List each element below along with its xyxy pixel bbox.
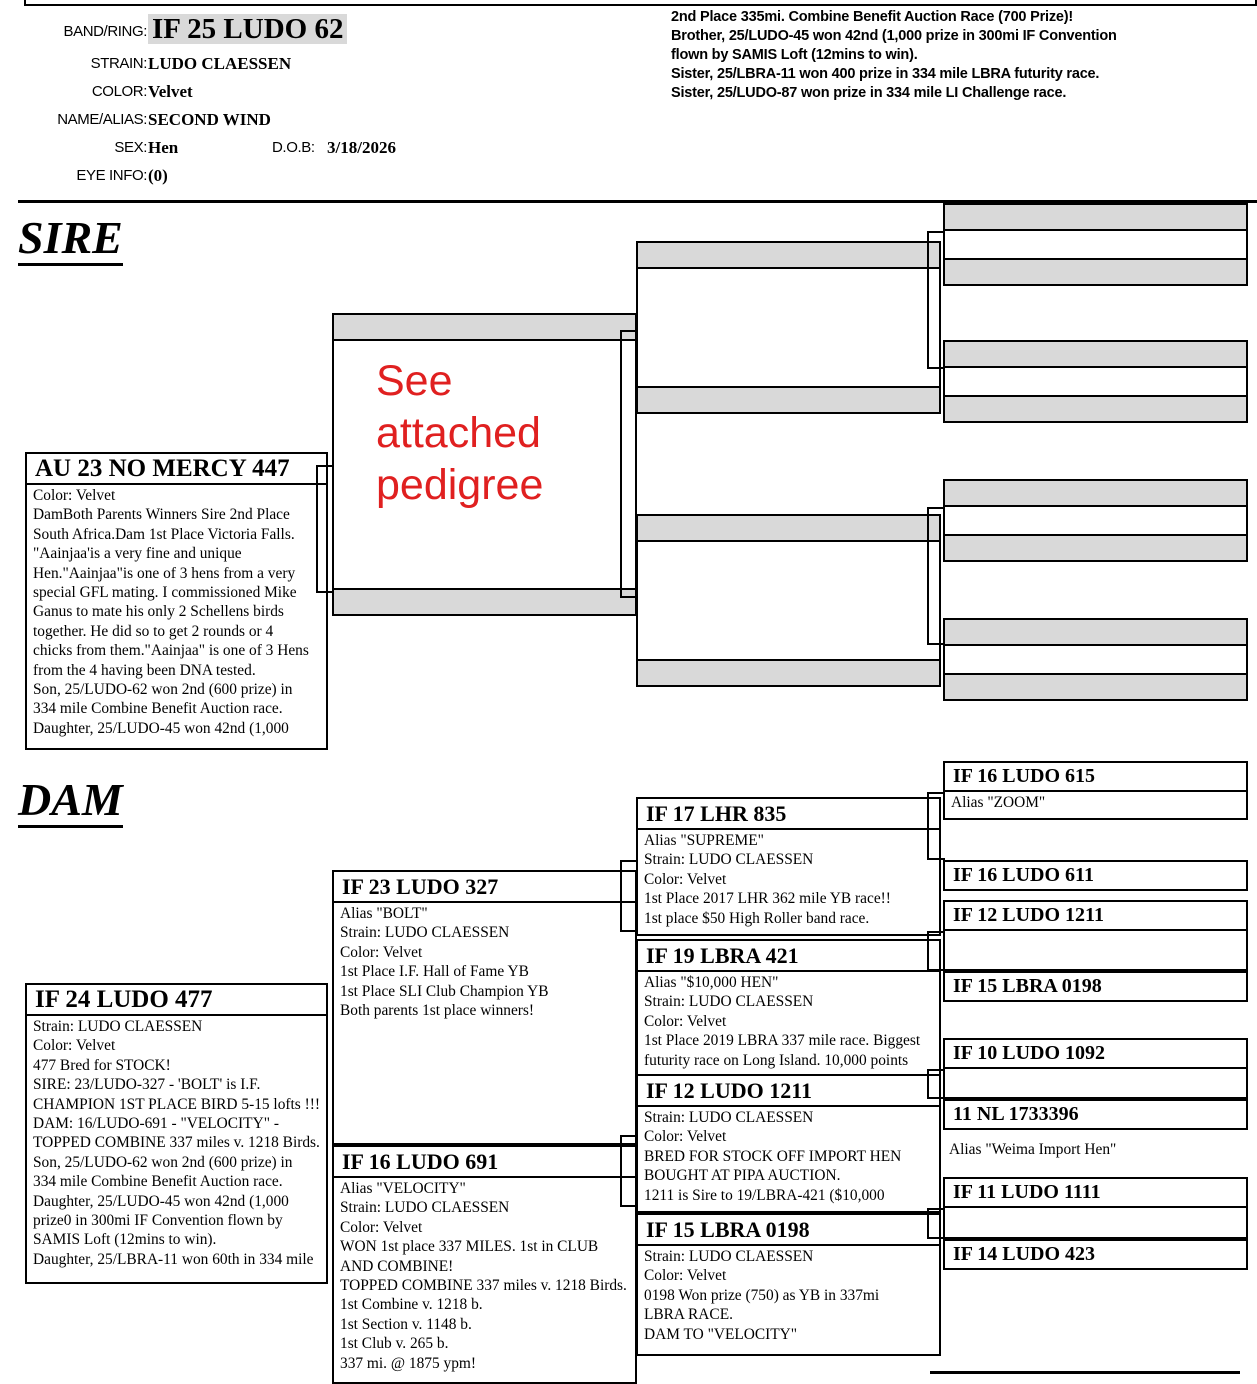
sire-detail-line: DamBoth Parents Winners Sire 2nd Place (33, 506, 290, 524)
sire-g4-detail-1 (943, 231, 1248, 260)
dam-gg-7-detail-box (943, 1208, 1248, 1239)
sire-g4-detail-3 (943, 507, 1248, 536)
dam-gg-4-name-bar (943, 971, 1248, 1002)
sire-g4-box-1 (943, 203, 1248, 231)
note-line: flown by SAMIS Loft (12mins to win). (671, 47, 918, 63)
dam-gg-7-name-bar (943, 1177, 1248, 1208)
sire-g4-detail-4 (943, 646, 1248, 675)
dam-granddam-detail-box (332, 1178, 637, 1384)
dam-gg-5-name-bar (943, 1038, 1248, 1069)
detail-line: 1st Combine v. 1218 b. (340, 1296, 483, 1314)
note-line: Sister, 25/LUDO-87 won prize in 334 mile LI Challenge race. (671, 85, 1067, 101)
dam-name-bar (25, 983, 328, 1016)
detail-line: Strain: LUDO CLAESSEN (644, 993, 814, 1011)
performance-notes (671, 8, 1231, 103)
detail-line: Alias "$10,000 HEN" (644, 974, 779, 991)
sex-value: Hen (148, 138, 179, 157)
dam-detail-line: Son, 25/LUDO-62 won 2nd (600 prize) in (33, 1153, 293, 1171)
note-line: Brother, 25/LUDO-45 won 42nd (1,000 prize in 300mi IF Convention (671, 28, 1117, 44)
sire-connector-1 (620, 330, 638, 598)
footer-rule (930, 1371, 1240, 1374)
sire-g4-detail-2 (943, 368, 1248, 397)
sire-detail-line: Daughter, 25/LUDO-45 won 42nd (1,000 (33, 719, 289, 737)
dam-great-4-name-bar (636, 1213, 941, 1246)
detail-line: 0198 Won prize (750) as YB in 337mi (644, 1286, 880, 1304)
eyeinfo-value: (0) (148, 166, 168, 185)
dam-detail-line: prize0 in 300mi IF Convention flown by (33, 1212, 283, 1230)
dam-gg-1-name-bar (943, 761, 1248, 792)
dam-detail-line: TOPPED COMBINE 337 miles v. 1218 Birds. (33, 1134, 320, 1152)
sire-g4-box-5 (943, 479, 1248, 507)
dam-detail-line: 477 Bred for STOCK! (33, 1056, 171, 1074)
detail-line: Strain: LUDO CLAESSEN (644, 851, 814, 869)
see-attached-pedigree-note: See attached pedigree (376, 357, 544, 509)
note-line: Sister, 25/LBRA-11 won 400 prize in 334 mile LBRA futurity race. (671, 66, 1100, 82)
sire-section-label: SIRE (18, 213, 123, 266)
dam-gg-6-name: 11 NL 1733396 (953, 1103, 1079, 1125)
sire-detail-line: special GFL mating. I commissioned Mike (33, 584, 297, 602)
sire-granddam-namebar (332, 588, 637, 616)
detail-line: Alias "SUPREME" (644, 832, 764, 849)
dam-detail-line: SIRE: 23/LUDO-327 - 'BOLT' is I.F. (33, 1076, 261, 1094)
dam-detail-line: Strain: LUDO CLAESSEN (33, 1018, 203, 1035)
sire-g4-box-7 (943, 618, 1248, 646)
detail-line: 1211 is Sire to 19/LBRA-421 ($10,000 (644, 1186, 885, 1204)
dam-connector-5 (927, 1069, 945, 1099)
detail-line: Strain: LUDO CLAESSEN (340, 1199, 510, 1217)
dam-great-4-detail-box (636, 1246, 941, 1356)
sire-name: AU 23 NO MERCY 447 (35, 454, 290, 482)
dam-connector-3 (927, 792, 945, 860)
dam-gg-3-name-bar (943, 900, 1248, 931)
dam-detail-box (25, 1016, 328, 1284)
sire-detail-line: South Africa.Dam 1st Place Victoria Falls. (33, 525, 295, 543)
dam-grandsire-detail-box (332, 903, 637, 1145)
dam-gg-7-name: IF 11 LUDO 1111 (953, 1181, 1101, 1203)
dam-granddam-name-bar (332, 1145, 637, 1178)
sire-detail-line: together. He did so to get 2 rounds or 4 (33, 622, 274, 640)
dam-great-2-detail-box (636, 972, 941, 1078)
dam-gg-4-name: IF 15 LBRA 0198 (953, 975, 1102, 997)
sire-name-bar (25, 452, 328, 485)
detail-line: Color: Velvet (340, 1218, 423, 1236)
detail-line: Color: Velvet (644, 1128, 727, 1146)
sire-detail-line: 334 mile Combine Benefit Auction race. (33, 700, 283, 718)
dam-section-label: DAM (18, 775, 123, 828)
namealias-value: SECOND WIND (148, 110, 271, 129)
dam-detail-line: Color: Velvet (33, 1037, 116, 1055)
sire-g3-box-1 (636, 241, 941, 269)
strain-value: LUDO CLAESSEN (148, 54, 292, 73)
dam-great-1-name-bar (636, 797, 941, 830)
dam-granddam-name: IF 16 LUDO 691 (342, 1148, 499, 1174)
detail-line: BRED FOR STOCK OFF IMPORT HEN (644, 1147, 902, 1165)
sire-g4-box-3 (943, 340, 1248, 368)
detail-line: AND COMBINE! (340, 1257, 454, 1275)
detail-line: Color: Velvet (644, 1012, 727, 1030)
detail-line: Strain: LUDO CLAESSEN (340, 924, 510, 942)
dam-gg-1-name: IF 16 LUDO 615 (953, 765, 1096, 787)
sire-detail-line: from the 4 having been DNA tested. (33, 661, 256, 679)
sire-detail-line: Hen."Aainjaa"is one of 3 hens from a very (33, 564, 296, 582)
detail-line: TOPPED COMBINE 337 miles v. 1218 Birds. (340, 1277, 627, 1295)
bandring-label: BAND/RING: (63, 23, 147, 40)
detail-line: 1st Club v. 265 b. (340, 1335, 449, 1353)
dam-connector-6 (927, 1208, 945, 1239)
dam-detail-line: Daughter, 25/LBRA-11 won 60th in 334 mile (33, 1250, 314, 1268)
detail-line: Alias "VELOCITY" (340, 1180, 466, 1197)
detail-line: 337 mi. @ 1875 ypm! (340, 1354, 477, 1372)
detail-line: 1st Place 2019 LBRA 337 mile race. Biggest (644, 1032, 921, 1050)
dam-great-2-name: IF 19 LBRA 421 (646, 942, 799, 968)
strain-label: STRAIN: (90, 55, 147, 72)
sire-g3-box-2 (636, 386, 941, 414)
dam-gg-2-name-bar (943, 860, 1248, 891)
sire-g4-box-4 (943, 395, 1248, 423)
dam-gg-3-detail-box (943, 931, 1248, 971)
bandring-value: IF 25 LUDO 62 (148, 14, 347, 44)
dam-great-4-name: IF 15 LBRA 0198 (646, 1216, 810, 1242)
sire-detail-line: "Aainjaa'is a very fine and unique (33, 545, 242, 563)
detail-line: 1st place $50 High Roller band race. (644, 909, 870, 927)
bird-header (0, 6, 650, 186)
detail-line: futurity race on Long Island. 10,000 points (644, 1051, 909, 1069)
detail-line: 1st Section v. 1148 b. (340, 1315, 472, 1333)
sex-label: SEX: (114, 139, 147, 156)
dam-gg-3-name: IF 12 LUDO 1211 (953, 904, 1104, 926)
sire-connector-3 (927, 507, 945, 645)
dam-detail-line: DAM: 16/LUDO-691 - "VELOCITY" - (33, 1115, 279, 1133)
sire-detail-line: chicks from them."Aainjaa" is one of 3 Hens (33, 642, 309, 660)
sire-connector-0 (316, 465, 334, 593)
detail-line: LBRA RACE. (644, 1306, 733, 1324)
dob-value: 3/18/2026 (327, 138, 396, 157)
dam-detail-line: SAMIS Loft (12mins to win). (33, 1231, 217, 1249)
detail-line: Both parents 1st place winners! (340, 1002, 535, 1020)
detail-line: Color: Velvet (340, 943, 423, 961)
detail-line: 1st Place SLI Club Champion YB (340, 982, 549, 1000)
dam-grandsire-name: IF 23 LUDO 327 (342, 873, 499, 899)
detail-line: Strain: LUDO CLAESSEN (644, 1248, 814, 1265)
dam-connector-2 (620, 1135, 638, 1207)
dam-gg-8-name-bar (943, 1239, 1248, 1270)
sire-g4-box-2 (943, 258, 1248, 286)
dam-connector-1 (620, 860, 638, 932)
detail-line: Color: Velvet (644, 870, 727, 888)
detail-line: Color: Velvet (644, 1267, 727, 1285)
dam-connector-4 (927, 931, 945, 971)
detail-line: BOUGHT AT PIPA AUCTION. (644, 1167, 841, 1185)
dam-great-1-detail-box (636, 830, 941, 936)
dam-gg-8-name: IF 14 LUDO 423 (953, 1243, 1096, 1265)
detail-line: Strain: LUDO CLAESSEN (644, 1109, 814, 1126)
sire-g4-box-8 (943, 673, 1248, 701)
color-label: COLOR: (91, 83, 147, 100)
sire-detail-line: Color: Velvet (33, 487, 116, 504)
dam-gg-5-detail-box (943, 1069, 1248, 1099)
dam-name: IF 24 LUDO 477 (35, 985, 213, 1013)
sire-grandsire-namebar (332, 313, 637, 341)
sire-g3-detail-1 (636, 269, 941, 388)
namealias-label: NAME/ALIAS: (57, 111, 147, 128)
dam-great-3-name: IF 12 LUDO 1211 (646, 1077, 813, 1103)
dam-detail-line: 334 mile Combine Benefit Auction race. (33, 1173, 283, 1191)
sire-g3-box-4 (636, 659, 941, 687)
detail-line: Alias "BOLT" (340, 905, 428, 922)
sire-g3-detail-2 (636, 542, 941, 661)
dam-detail-line: Daughter, 25/LUDO-45 won 42nd (1,000 (33, 1192, 289, 1210)
sire-g3-box-3 (636, 514, 941, 542)
color-value: Velvet (148, 82, 193, 101)
sire-detail-line: Son, 25/LUDO-62 won 2nd (600 prize) in (33, 681, 293, 699)
dam-gg-1-detail-box (943, 792, 1248, 820)
dam-gg-2-name: IF 16 LUDO 611 (953, 864, 1094, 886)
sire-detail-box (25, 485, 328, 750)
dam-gg-5-name: IF 10 LUDO 1092 (953, 1042, 1106, 1064)
detail-line: 1st Place I.F. Hall of Fame YB (340, 963, 529, 981)
dam-great-2-name-bar (636, 939, 941, 972)
dam-gg-6-alias: Alias "Weima Import Hen" (949, 1141, 1117, 1158)
sire-connector-2 (927, 231, 945, 369)
detail-line: Alias "ZOOM" (951, 794, 1046, 811)
sire-g4-box-6 (943, 534, 1248, 562)
dob-label: D.O.B: (272, 139, 315, 156)
dam-gg-6-name-bar (943, 1099, 1248, 1130)
dam-detail-line: CHAMPION 1ST PLACE BIRD 5-15 lofts !!! (33, 1095, 321, 1113)
note-line: 2nd Place 335mi. Combine Benefit Auction Race (700 Prize)! (671, 9, 1074, 25)
dam-grandsire-name-bar (332, 870, 637, 903)
detail-line: WON 1st place 337 MILES. 1st in CLUB (340, 1238, 599, 1256)
dam-great-3-detail-box (636, 1107, 941, 1213)
eyeinfo-label: EYE INFO: (76, 167, 147, 184)
dam-great-3-name-bar (636, 1074, 941, 1107)
dam-great-1-name: IF 17 LHR 835 (646, 800, 787, 826)
sire-detail-line: Ganus to mate his only 2 Schellens birds (33, 603, 284, 621)
detail-line: 1st Place 2017 LHR 362 mile YB race!! (644, 890, 891, 908)
detail-line: DAM TO "VELOCITY" (644, 1325, 798, 1343)
